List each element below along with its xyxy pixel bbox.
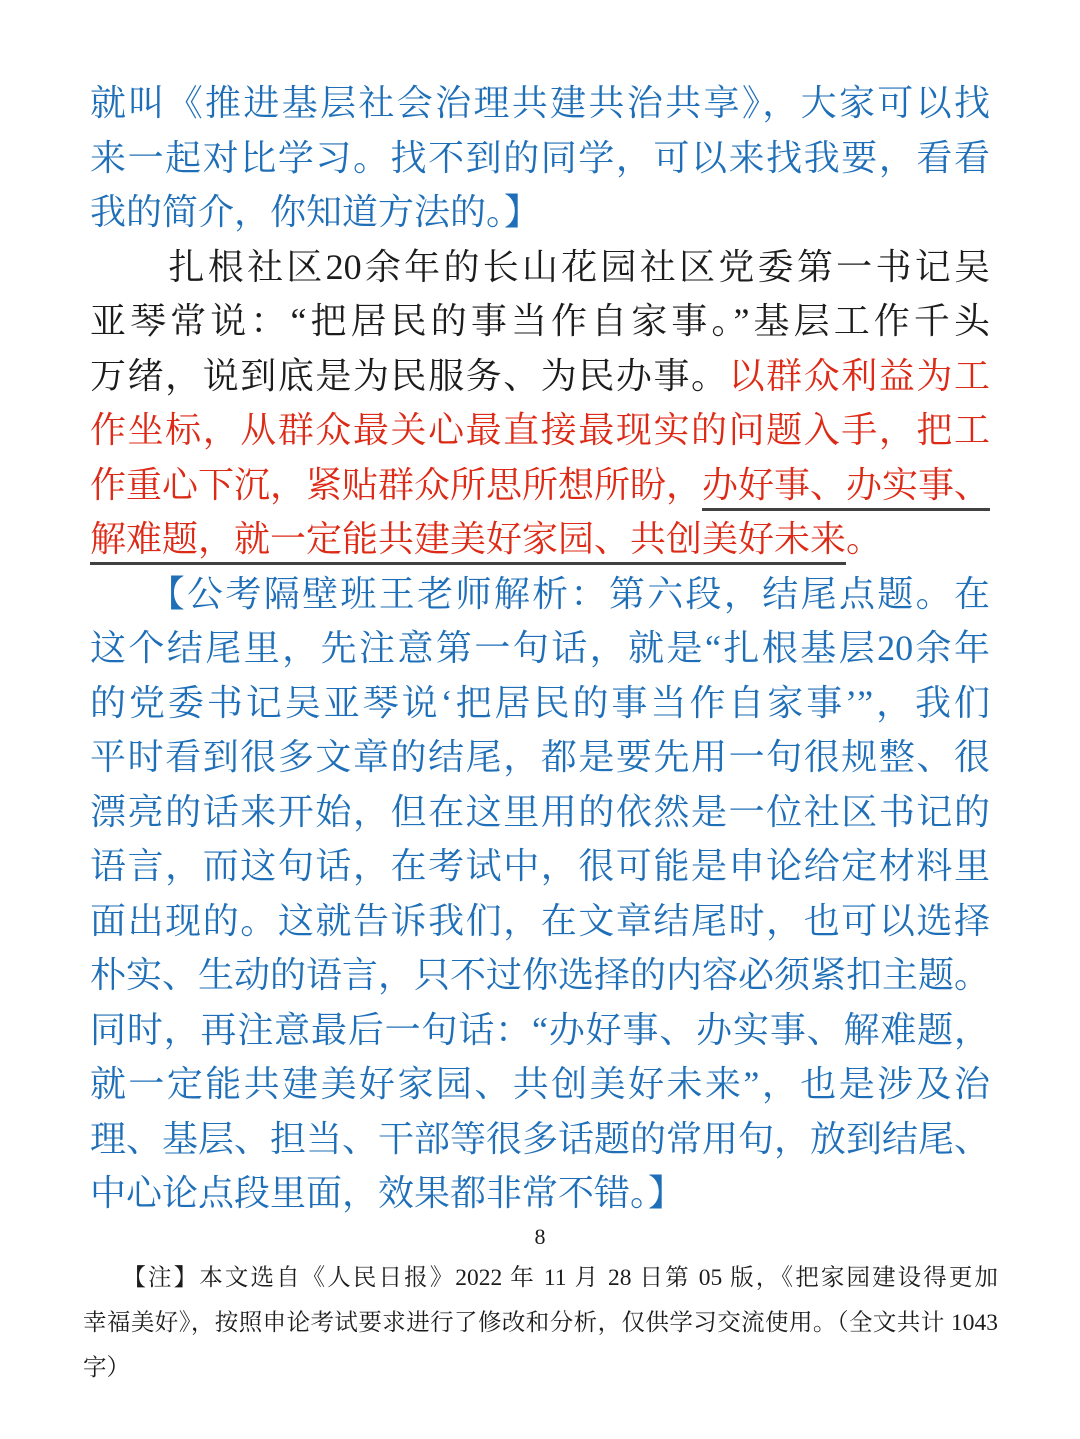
footnote (83, 1256, 998, 1391)
text-segment: 语言，而这句话，在考试中，很可能是申论给定材料里 (90, 846, 990, 886)
text-line (90, 839, 990, 894)
text-line (90, 676, 990, 731)
text-line (90, 349, 990, 404)
text-segment: 理、基层、担当、干部等很多话题的常用句，放到结尾、 (90, 1118, 991, 1159)
text-segment: 面出现的。这就告诉我们，在文章结尾时，也可以选择 (90, 900, 990, 941)
text-line (83, 1301, 998, 1346)
text-line (90, 185, 990, 240)
text-line (83, 1346, 998, 1391)
text-line (90, 785, 990, 840)
text-line (90, 1166, 990, 1221)
text-line (90, 894, 990, 949)
text-line (90, 131, 990, 186)
text-line (90, 1112, 990, 1167)
text-segment: 以群众利益为工 (728, 355, 990, 396)
text-segment: 【公考隔壁班王老师解析：第六段，结尾点题。在 (90, 573, 990, 614)
text-segment: 幸福美好》，按照申论考试要求进行了修改和分析，仅供学习交流使用。（全文共计 1043 (83, 1310, 998, 1336)
text-segment: 万绪，说到底是为民服务、为民办事。 (90, 355, 729, 396)
text-segment: 字） (83, 1355, 130, 1381)
text-segment: 作坐标，从群众最关心最直接最现实的问题入手，把工 (90, 410, 990, 450)
text-segment: 就叫《推进基层社会治理共建共治共享》，大家可以找 (90, 83, 990, 123)
text-segment: 中心论点段里面，效果都非常不错。】 (90, 1173, 685, 1213)
text-line (90, 294, 990, 349)
document-body (90, 76, 990, 1221)
text-segment: 这个结尾里，先注意第一句话，就是“扎根基层20余年 (90, 628, 990, 668)
text-line (90, 403, 990, 458)
underlined-text-segment: 办好事、办实事、 (702, 465, 990, 511)
text-line (83, 1256, 998, 1301)
text-segment: 的党委书记吴亚琴说‘把居民的事当作自家事’”，我们 (90, 682, 990, 723)
text-line (90, 621, 990, 676)
text-segment: 就一定能共建美好家园、共创美好未来”，也是涉及治 (90, 1064, 990, 1104)
text-line (90, 512, 990, 567)
text-line (90, 567, 990, 622)
text-line (90, 1057, 990, 1112)
text-line (90, 76, 990, 131)
text-segment: 来一起对比学习。找不到的同学，可以来找我要，看看 (90, 137, 990, 178)
text-line (90, 458, 990, 513)
text-segment: 朴实、生动的语言，只不过你选择的内容必须紧扣主题。 (90, 955, 991, 995)
text-line (90, 948, 990, 1003)
text-segment: 同时，再注意最后一句话：“办好事、办实事、解难题， (90, 1009, 990, 1050)
text-segment: 【注】本文选自《人民日报》2022 年 11 月 28 日第 05 版，《把家园建设得更加 (83, 1265, 998, 1291)
text-segment: 。 (846, 519, 883, 559)
text-segment: 平时看到很多文章的结尾，都是要先用一句很规整、很 (90, 737, 990, 777)
text-line (90, 730, 990, 785)
text-segment: 扎根社区20余年的长山花园社区党委第一书记吴 (90, 246, 990, 287)
underlined-text-segment: 解难题，就一定能共建美好家园、共创美好未来 (90, 519, 846, 565)
text-line (90, 240, 990, 295)
text-line (90, 1003, 990, 1058)
text-segment: 我的简介，你知道方法的。】 (90, 192, 541, 232)
text-segment: 亚琴常说：“把居民的事当作自家事。”基层工作千头 (90, 301, 990, 341)
text-segment: 漂亮的话来开始，但在这里用的依然是一位社区书记的 (90, 791, 990, 832)
page-number: 8 (534, 1224, 546, 1249)
text-segment: 作重心下沉，紧贴群众所思所想所盼， (90, 464, 703, 505)
